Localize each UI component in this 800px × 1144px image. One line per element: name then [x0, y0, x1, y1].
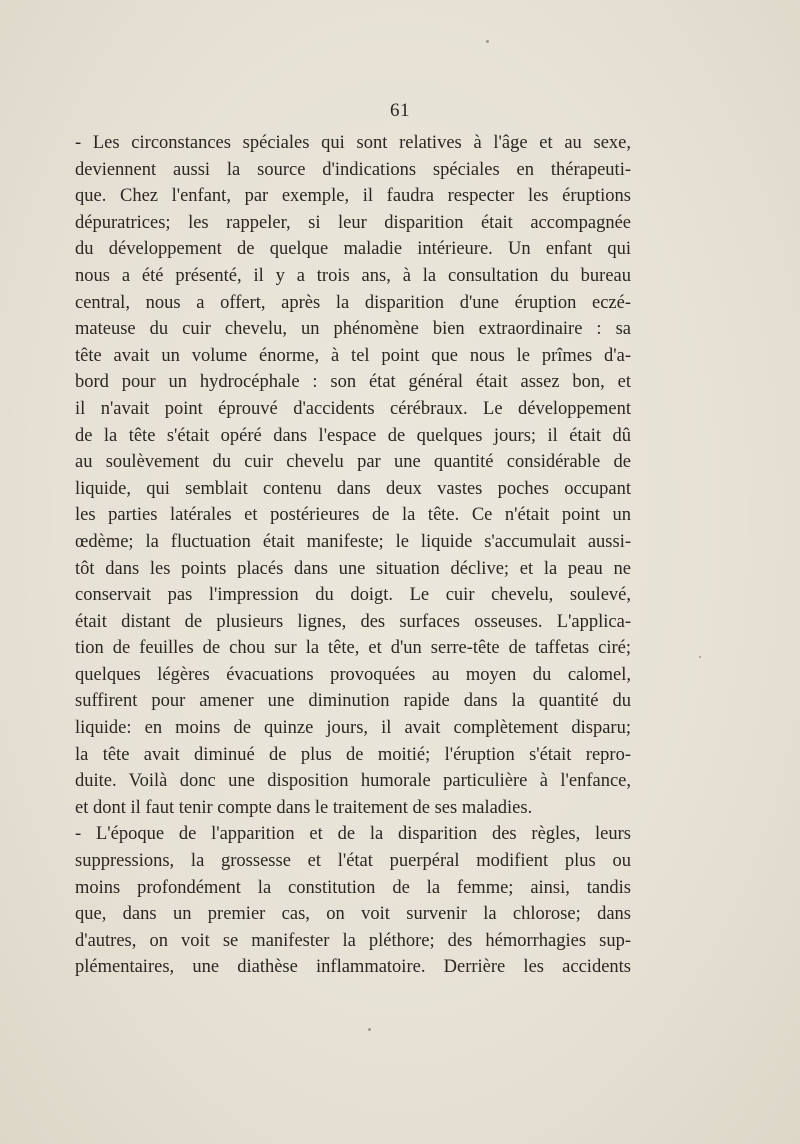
text-line: et dont il faut tenir compte dans le traitement de ses maladies.	[75, 797, 533, 818]
text-line: quelques légères évacuations provoquées au moyen du calomel,	[75, 664, 631, 685]
paper-speck	[699, 656, 701, 658]
text-line: central, nous a offert, après la disparition d'une éruption eczé-	[75, 292, 631, 313]
text-line: œdème; la fluctuation était manifeste; le liquide s'accumulait aussi-	[75, 531, 631, 552]
text-line: suppressions, la grossesse et l'état puerpéral modifient plus ou	[75, 851, 631, 872]
text-line: conservait pas l'impression du doigt. Le cuir chevelu, soulevé,	[75, 585, 631, 606]
text-line: bord pour un hydrocéphale : son état général était assez bon, et	[75, 372, 631, 393]
paper-speck	[486, 40, 489, 43]
text-line: mateuse du cuir chevelu, un phénomène bien extraordinaire : sa	[75, 319, 631, 340]
text-line: moins profondément la constitution de la femme; ainsi, tandis	[75, 877, 631, 898]
text-line: dépuratrices; les rappeler, si leur disparition était accompagnée	[75, 212, 631, 233]
text-line: au soulèvement du cuir chevelu par une quantité considérable de	[75, 452, 631, 473]
text-line: liquide: en moins de quinze jours, il avait complètement disparu;	[75, 718, 631, 739]
paper-speck	[368, 1028, 371, 1031]
body-text	[75, 130, 631, 981]
text-line: d'autres, on voit se manifester la pléthore; des hémorrhagies sup-	[75, 930, 631, 951]
text-line: que, dans un premier cas, on voit survenir la chlorose; dans	[75, 904, 631, 925]
text-line: tôt dans les points placés dans une situation déclive; et la peau ne	[75, 558, 631, 579]
text-line: plémentaires, une diathèse inflammatoire. Derrière les accidents	[75, 957, 631, 978]
text-line: tion de feuilles de chou sur la tête, et d'un serre-tête de taffetas ciré;	[75, 638, 631, 659]
text-line: liquide, qui semblait contenu dans deux vastes poches occupant	[75, 478, 631, 499]
text-line: il n'avait point éprouvé d'accidents cérébraux. Le développement	[75, 398, 631, 419]
text-line: tête avait un volume énorme, à tel point que nous le prîmes d'a-	[75, 345, 631, 366]
text-line: était distant de plusieurs lignes, des surfaces osseuses. L'applica-	[75, 611, 631, 632]
text-line: que. Chez l'enfant, par exemple, il faudra respecter les éruptions	[75, 186, 631, 207]
text-line: - Les circonstances spéciales qui sont relatives à l'âge et au sexe,	[75, 133, 631, 153]
text-line: les parties latérales et postérieures de la tête. Ce n'était point un	[75, 505, 631, 526]
text-line: deviennent aussi la source d'indications spéciales en thérapeuti-	[75, 159, 631, 180]
text-line: nous a été présenté, il y a trois ans, à la consultation du bureau	[75, 265, 631, 286]
text-line: la tête avait diminué de plus de moitié; l'éruption s'était repro-	[75, 744, 631, 765]
text-line: de la tête s'était opéré dans l'espace de quelques jours; il était dû	[75, 425, 631, 446]
page-number: 61	[390, 100, 410, 121]
text-line: suffirent pour amener une diminution rapide dans la quantité du	[75, 691, 631, 712]
text-line: - L'époque de l'apparition et de la disparition des règles, leurs	[75, 824, 631, 845]
text-line: du développement de quelque maladie intérieure. Un enfant qui	[75, 239, 631, 260]
text-line: duite. Voilà donc une disposition humorale particulière à l'enfance,	[75, 771, 631, 792]
